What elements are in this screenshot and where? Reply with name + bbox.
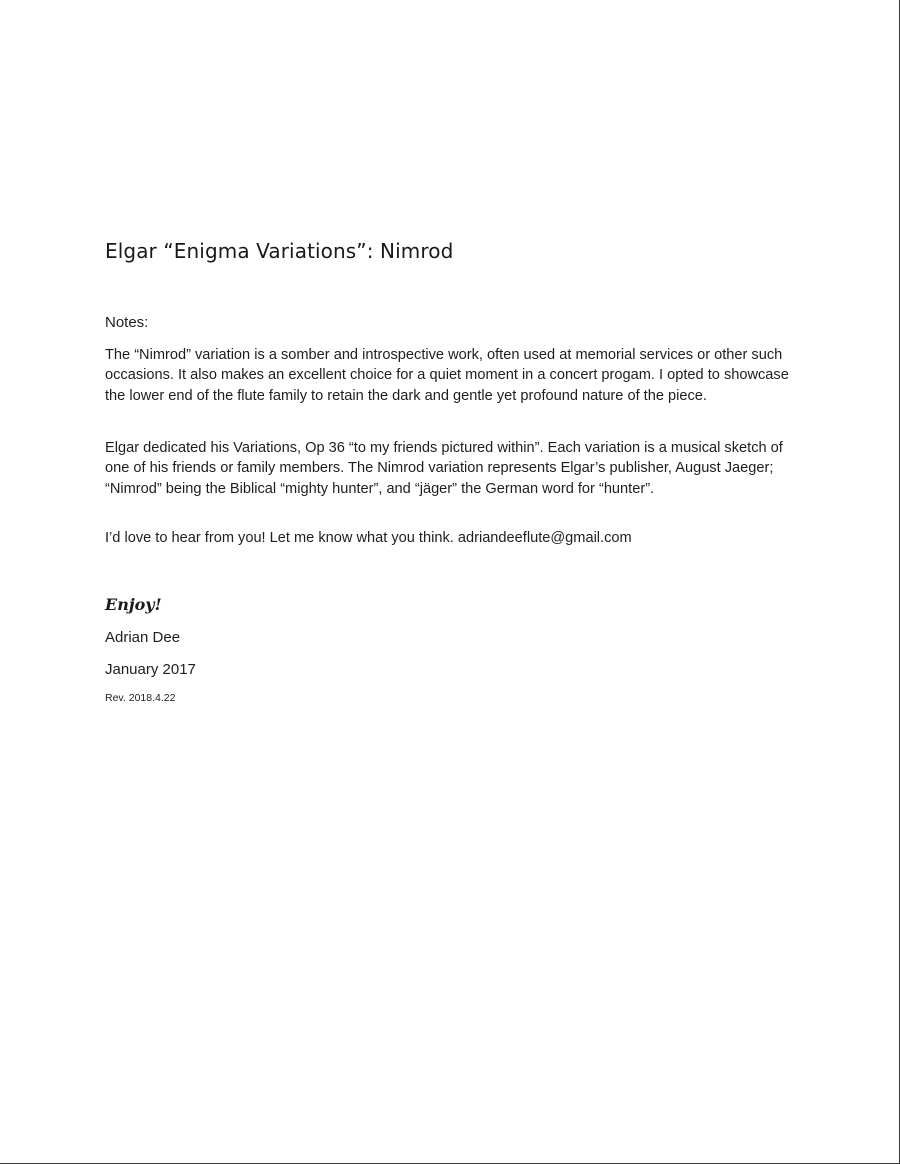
revision-label: Rev. 2018.4.22 [105,692,176,704]
signoff-text: Enjoy! [105,595,162,614]
notes-label: Notes: [105,314,149,331]
document-date: January 2017 [105,661,196,678]
contact-line: I’d love to hear from you! Let me know what you think. adriandeeflute@gmail.com [105,530,632,546]
notes-paragraph-1: The “Nimrod” variation is a somber and introspective work, often used at memorial services or other such occasions. It also makes an excellent choice for a quiet moment in a concert progam. I opted to showcase the lower end of the flute family to retain the dark and gentle yet profound nature of the piece. [105,347,789,404]
document-title: Elgar “Enigma Variations”: Nimrod [105,239,454,263]
notes-paragraph-2: Elgar dedicated his Variations, Op 36 “to my friends pictured within”. Each variation is a musical sketch of one of his friends or family members. The Nimrod variation represents Elgar’s publisher, August Jaeger; “Nimrod” being the Biblical “mighty hunter”, and “jäger” the German word for “hunter”. [105,440,783,497]
author-name: Adrian Dee [105,629,181,646]
